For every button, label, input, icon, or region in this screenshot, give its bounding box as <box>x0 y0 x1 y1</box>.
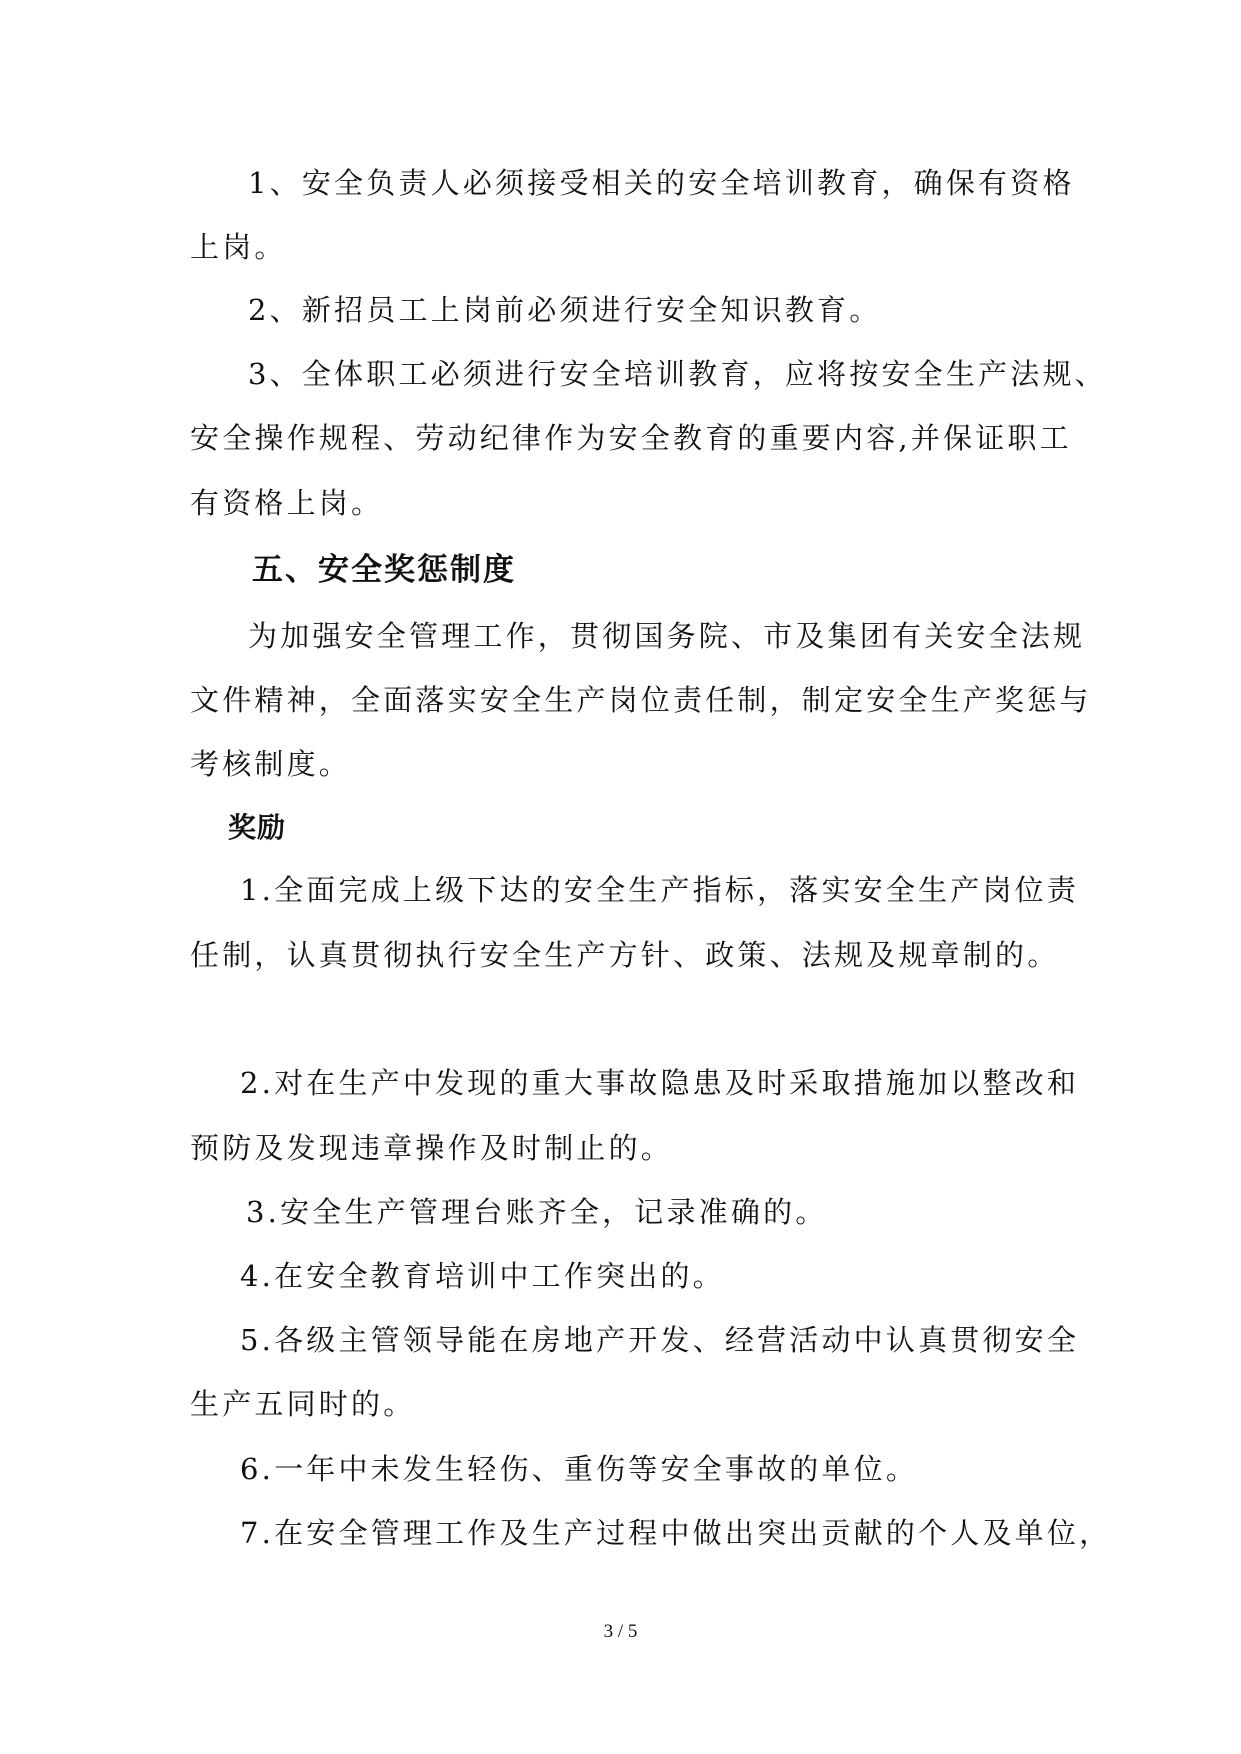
reward-item-line: 3.安全生产管理台账齐全，记录准确的。 <box>246 1195 828 1229</box>
paragraph-line: 1、安全负责人必须接受相关的安全培训教育，确保有资格 <box>248 166 1075 200</box>
paragraph-line: 安全操作规程、劳动纪律作为安全教育的重要内容,并保证职工 <box>190 421 1072 455</box>
paragraph-line: 文件精神，全面落实安全生产岗位责任制，制定安全生产奖惩与 <box>190 683 1092 717</box>
reward-item-line: 2.对在生产中发现的重大事故隐患及时采取措施加以整改和 <box>240 1066 1080 1100</box>
reward-item-line: 6.一年中未发生轻伤、重伤等安全事故的单位。 <box>240 1452 919 1486</box>
reward-item-line: 预防及发现违章操作及时制止的。 <box>190 1131 674 1165</box>
section-heading: 五、安全奖惩制度 <box>252 552 516 588</box>
page-number: 3 / 5 <box>603 1621 638 1642</box>
subheading-rewards: 奖励 <box>228 811 287 844</box>
reward-item-line: 任制，认真贯彻执行安全生产方针、政策、法规及规章制的。 <box>190 938 1060 972</box>
reward-item-line: 4.在安全教育培训中工作突出的。 <box>240 1259 725 1293</box>
paragraph-line: 上岗。 <box>190 230 287 264</box>
paragraph-line: 2、新招员工上岗前必须进行安全知识教育。 <box>248 293 882 327</box>
reward-item-line: 生产五同时的。 <box>190 1387 416 1421</box>
paragraph-line: 有资格上岗。 <box>190 486 384 520</box>
reward-item-line: 7.在安全管理工作及生产过程中做出突出贡献的个人及单位， <box>240 1516 1112 1550</box>
paragraph-line: 3、全体职工必须进行安全培训教育，应将按安全生产法规、 <box>248 357 1107 391</box>
paragraph-line: 为加强安全管理工作，贯彻国务院、市及集团有关安全法规 <box>248 619 1086 653</box>
paragraph-line: 考核制度。 <box>190 747 352 781</box>
reward-item-line: 1.全面完成上级下达的安全生产指标，落实安全生产岗位责 <box>240 873 1080 907</box>
reward-item-line: 5.各级主管领导能在房地产开发、经营活动中认真贯彻安全 <box>240 1323 1080 1357</box>
